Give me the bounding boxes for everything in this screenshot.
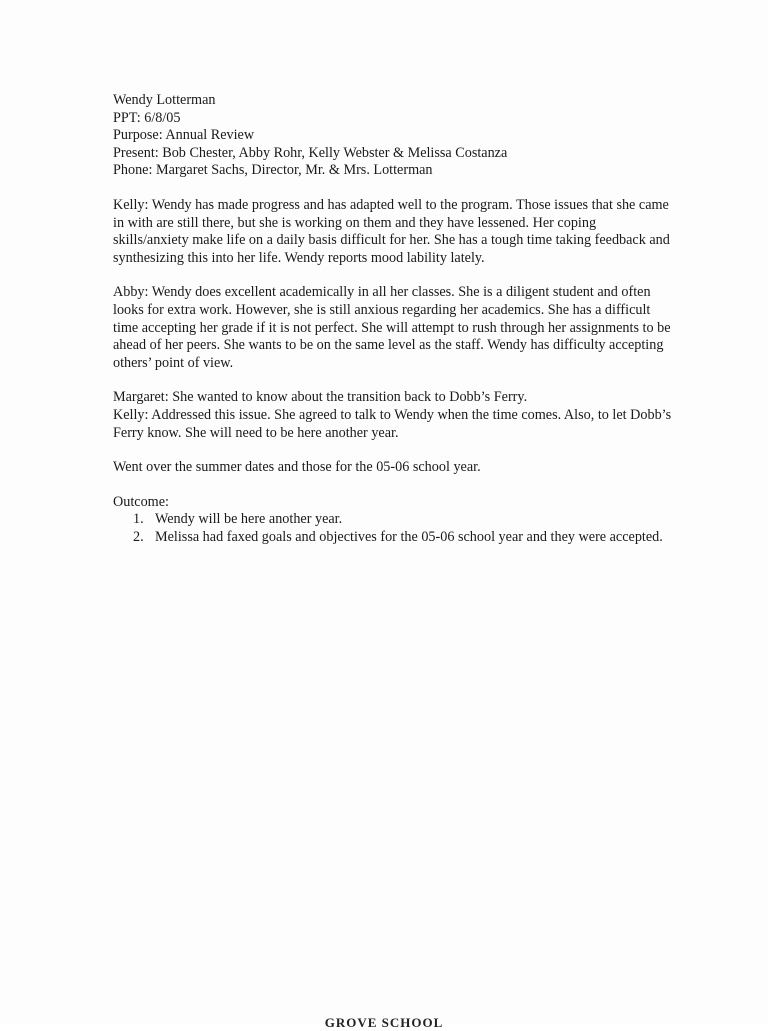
ppt-date: PPT: 6/8/05 <box>113 109 181 126</box>
outcome-number: 1. <box>133 511 144 528</box>
footer-school-name: GROVE SCHOOL <box>324 1015 444 1030</box>
outcome-item <box>113 511 673 529</box>
outcome-label: Outcome: <box>113 493 169 510</box>
spacer <box>113 372 673 389</box>
outcome-text: Melissa had faxed goals and objectives for the 05-06 school year and they were accepted. <box>155 528 663 545</box>
purpose-line: Purpose: Annual Review <box>113 127 255 144</box>
phone-line: Phone: Margaret Sachs, Director, Mr. & Mrs. Lotterman <box>113 162 433 179</box>
spacer <box>113 180 673 197</box>
margaret-paragraph: Margaret: She wanted to know about the transition back to Dobb’s Ferry. <box>113 389 528 406</box>
student-name: Wendy Lotterman <box>113 92 216 108</box>
abby-paragraph: Abby: Wendy does excellent academically in all her classes. She is a diligent student and often looks for extra work. However, she is still anxious regarding her academics. She has a difficult time accepting her grade if it is not perfect. She will attempt to rush through her assignments to be ahead of her peers. She wants to be on the same level as the staff. Wendy has difficulty accepting others’ point of view. <box>113 284 671 371</box>
document-body <box>113 92 673 546</box>
outcome-list <box>113 511 673 546</box>
kelly-paragraph: Kelly: Wendy has made progress and has adapted well to the program. Those issues that she came in with are still there, but she is working on them and they have lessened. Her coping skills/anxiety make life on a daily basis difficult for her. She has a tough time taking feedback and synthesizing this into her life. Wendy reports mood lability lately. <box>113 196 670 266</box>
spacer <box>113 267 673 284</box>
outcome-number: 2. <box>133 528 144 545</box>
outcome-text: Wendy will be here another year. <box>155 511 343 528</box>
present-line: Present: Bob Chester, Abby Rohr, Kelly Webster & Melissa Costanza <box>113 144 508 161</box>
spacer <box>113 442 673 459</box>
kelly-reply-paragraph: Kelly: Addressed this issue. She agreed to talk to Wendy when the time comes. Also, to let Dobb’s Ferry know. She will need to be here another year. <box>113 406 672 441</box>
outcome-item <box>113 529 673 547</box>
spacer <box>113 477 673 494</box>
summer-paragraph: Went over the summer dates and those for the 05-06 school year. <box>113 459 481 476</box>
header-block <box>113 92 673 180</box>
